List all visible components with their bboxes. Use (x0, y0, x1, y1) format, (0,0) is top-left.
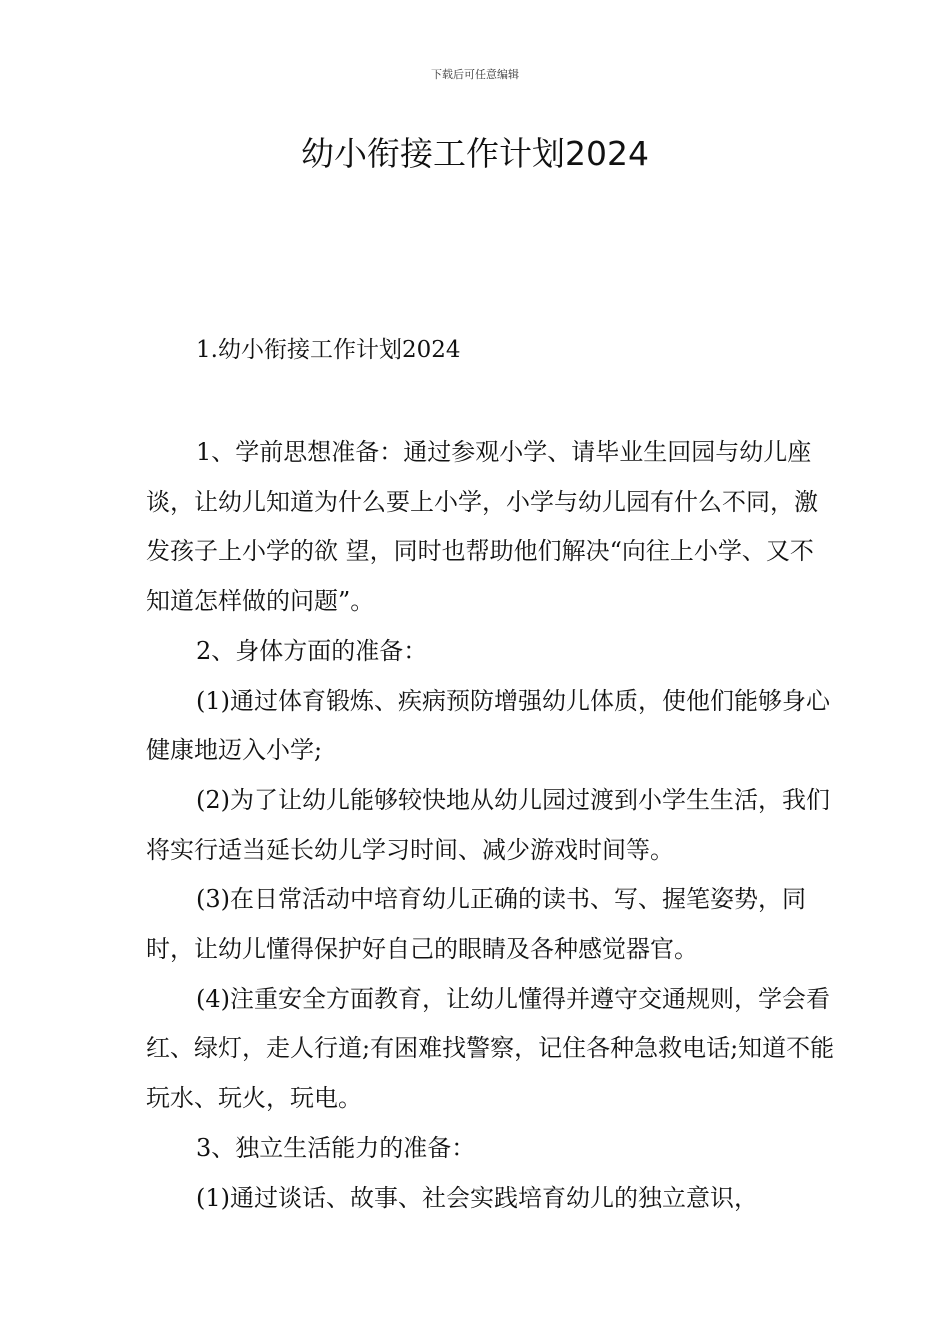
section-heading: 1.幼小衔接工作计划2024 (196, 337, 461, 363)
paragraph-independence-1: (1)通过谈话、故事、社会实践培育幼儿的独立意识， (196, 1183, 758, 1212)
paragraph-body-prep-4: (4)注重安全方面教育，让幼儿懂得并遵守交通规则，学会看红、绿灯，走人行道;有困难找警察，记住各种急救电话;知道不能玩水、玩火，玩电。 (146, 984, 835, 1113)
document-body (146, 428, 836, 1223)
paragraph-thinking-prep: 1、学前思想准备：通过参观小学、请毕业生回园与幼儿座谈，让幼儿知道为什么要上小学，小学与幼儿园有什么不同，激发孩子上小学的欲 望，同时也帮助他们解决“向往上小学、又不知道怎样做的问题”。 (146, 438, 818, 616)
paragraph-body-prep-3: (3)在日常活动中培育幼儿正确的读书、写、握笔姿势，同时，让幼儿懂得保护好自己的眼睛及各种感觉器官。 (146, 885, 806, 964)
paragraph-body-prep-heading: 2、身体方面的准备： (196, 636, 428, 665)
paragraph-body-prep-1: (1)通过体育锻炼、疾病预防增强幼儿体质，使他们能够身心健康地迈入小学; (146, 686, 830, 765)
paragraph-independence-heading: 3、独立生活能力的准备： (196, 1133, 476, 1162)
header-note: 下载后可任意编辑 (431, 68, 519, 81)
paragraph-body-prep-2: (2)为了让幼儿能够较快地从幼儿园过渡到小学生生活，我们将实行适当延长幼儿学习时间、减少游戏时间等。 (146, 785, 830, 864)
document-title: 幼小衔接工作计划2024 (301, 134, 649, 173)
